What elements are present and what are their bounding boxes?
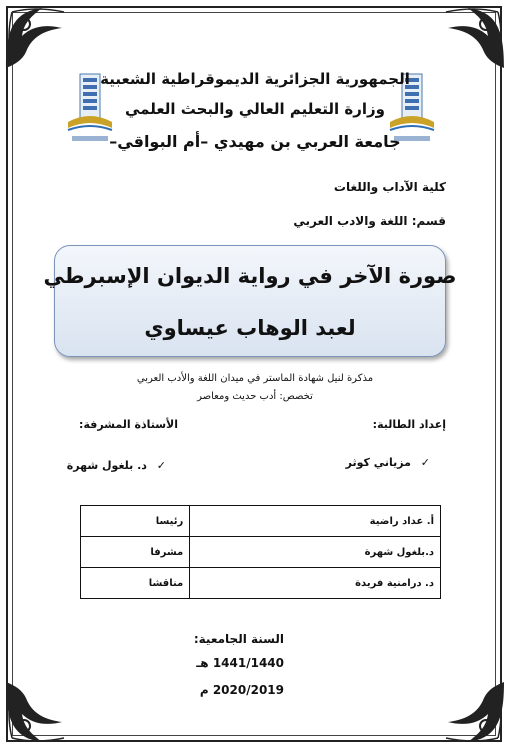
supervisor-name: د. بلغول شهرة bbox=[66, 459, 147, 472]
jury-member-name: د. درامنية فريدة bbox=[190, 568, 441, 599]
ornament-corner-icon bbox=[438, 2, 508, 72]
prepared-by-label: إعداد الطالبة: bbox=[372, 418, 446, 431]
title-box bbox=[54, 245, 446, 357]
student-name: مزياني كوثر bbox=[345, 456, 411, 469]
table-row bbox=[81, 568, 441, 599]
university-name: جامعة العربي بن مهيدي –أم البواقي– bbox=[109, 132, 401, 151]
ornament-corner-icon bbox=[438, 678, 508, 748]
ornament-corner-icon bbox=[2, 678, 72, 748]
checkmark-icon: ✓ bbox=[420, 456, 430, 469]
department-name: قسم: اللغة والادب العربي bbox=[293, 214, 446, 228]
checkmark-icon: ✓ bbox=[156, 459, 166, 472]
jury-member-role: مشرفا bbox=[81, 537, 190, 568]
table-row bbox=[81, 537, 441, 568]
academic-year-gregorian: 2020/2019 م bbox=[199, 683, 284, 697]
table-row bbox=[81, 506, 441, 537]
jury-member-role: مناقشا bbox=[81, 568, 190, 599]
academic-year-label: السنة الجامعية: bbox=[193, 632, 284, 646]
memo-description: مذكرة لنيل شهادة الماستر في ميدان اللغة والأدب العربي bbox=[136, 373, 374, 384]
supervisor-label: الأستاذة المشرفة: bbox=[79, 418, 178, 431]
thesis-title-line-1: صورة الآخر في رواية الديوان الإسبرطي bbox=[43, 264, 457, 288]
jury-member-name: أ. عداد راضية bbox=[190, 506, 441, 537]
faculty-name: كلية الآداب واللغات bbox=[333, 180, 446, 194]
academic-year-hijri: 1441/1440 هـ bbox=[196, 656, 284, 670]
jury-member-role: رئيسا bbox=[81, 506, 190, 537]
thesis-title-line-2: لعبد الوهاب عيساوي bbox=[144, 316, 356, 340]
student-entry bbox=[346, 456, 430, 469]
ministry-name: وزارة التعليم العالي والبحث العلمي bbox=[124, 100, 386, 118]
ornament-corner-icon bbox=[2, 2, 72, 72]
jury-table bbox=[80, 505, 441, 599]
supervisor-entry bbox=[67, 459, 166, 472]
jury-member-name: د.بلغول شهرة bbox=[190, 537, 441, 568]
republic-name: الجمهورية الجزائرية الديموقراطية الشعبية bbox=[100, 70, 410, 88]
specialization: تخصص: أدب حديث ومعاصر bbox=[197, 391, 313, 402]
